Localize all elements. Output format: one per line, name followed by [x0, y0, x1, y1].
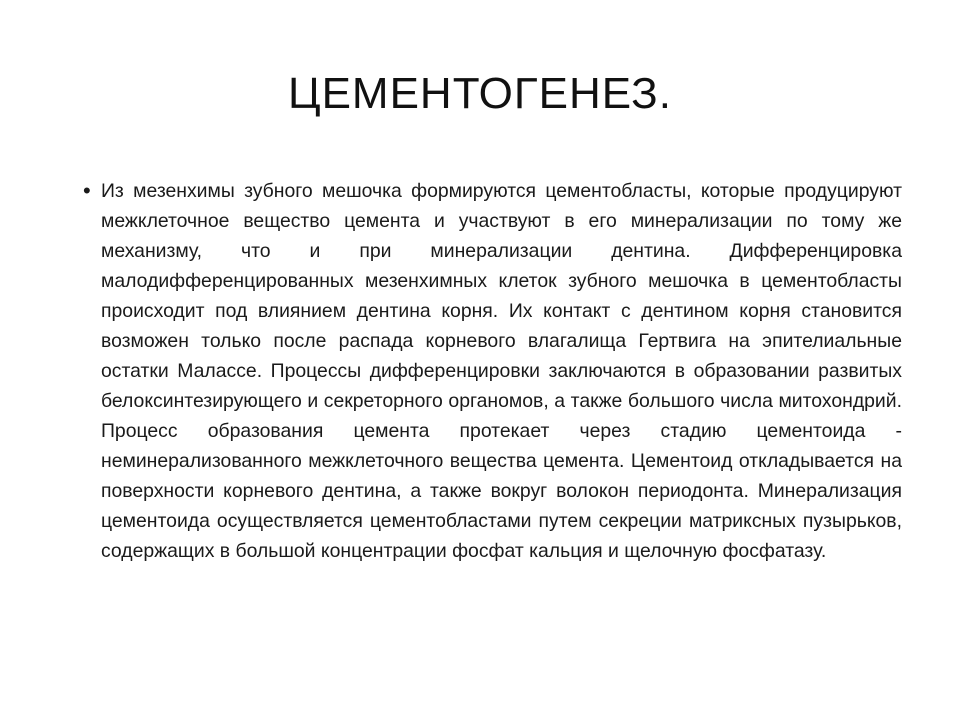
bullet-text: Из мезенхимы зубного мешочка формируются цементобласты, которые продуцируют межклеточное вещество цемента и участвуют в его минерализации по тому же механизму, что и при минерализации дентина. Дифференцировка малодифференцированных мезенхимных клеток зубного мешочка в цементобласты происходит под влиянием дентина корня. Их контакт с дентином корня становится возможен только после распада корневого влагалища Гертвига на эпителиальные остатки Малассе. Процессы дифференцировки заключаются в образовании развитых белоксинтезирующего и секреторного органомов, а также большого числа митохондрий. Процесс образования цемента протекает через стадию цементоида - неминерализованного межклеточного вещества цемента. Цементоид откладывается на поверхности корневого дентина, а также вокруг волокон периодонта. Минерализация цементоида осуществляется цементобластами путем секреции матриксных пузырьков, содержащих в большой концентрации фосфат кальция и щелочную фосфатазу.	[101, 180, 902, 562]
bullet-marker: •	[83, 178, 91, 203]
bullet-item	[83, 176, 902, 566]
slide-title: ЦЕМЕНТОГЕНЕЗ.	[288, 69, 672, 118]
slide-content	[83, 176, 902, 566]
